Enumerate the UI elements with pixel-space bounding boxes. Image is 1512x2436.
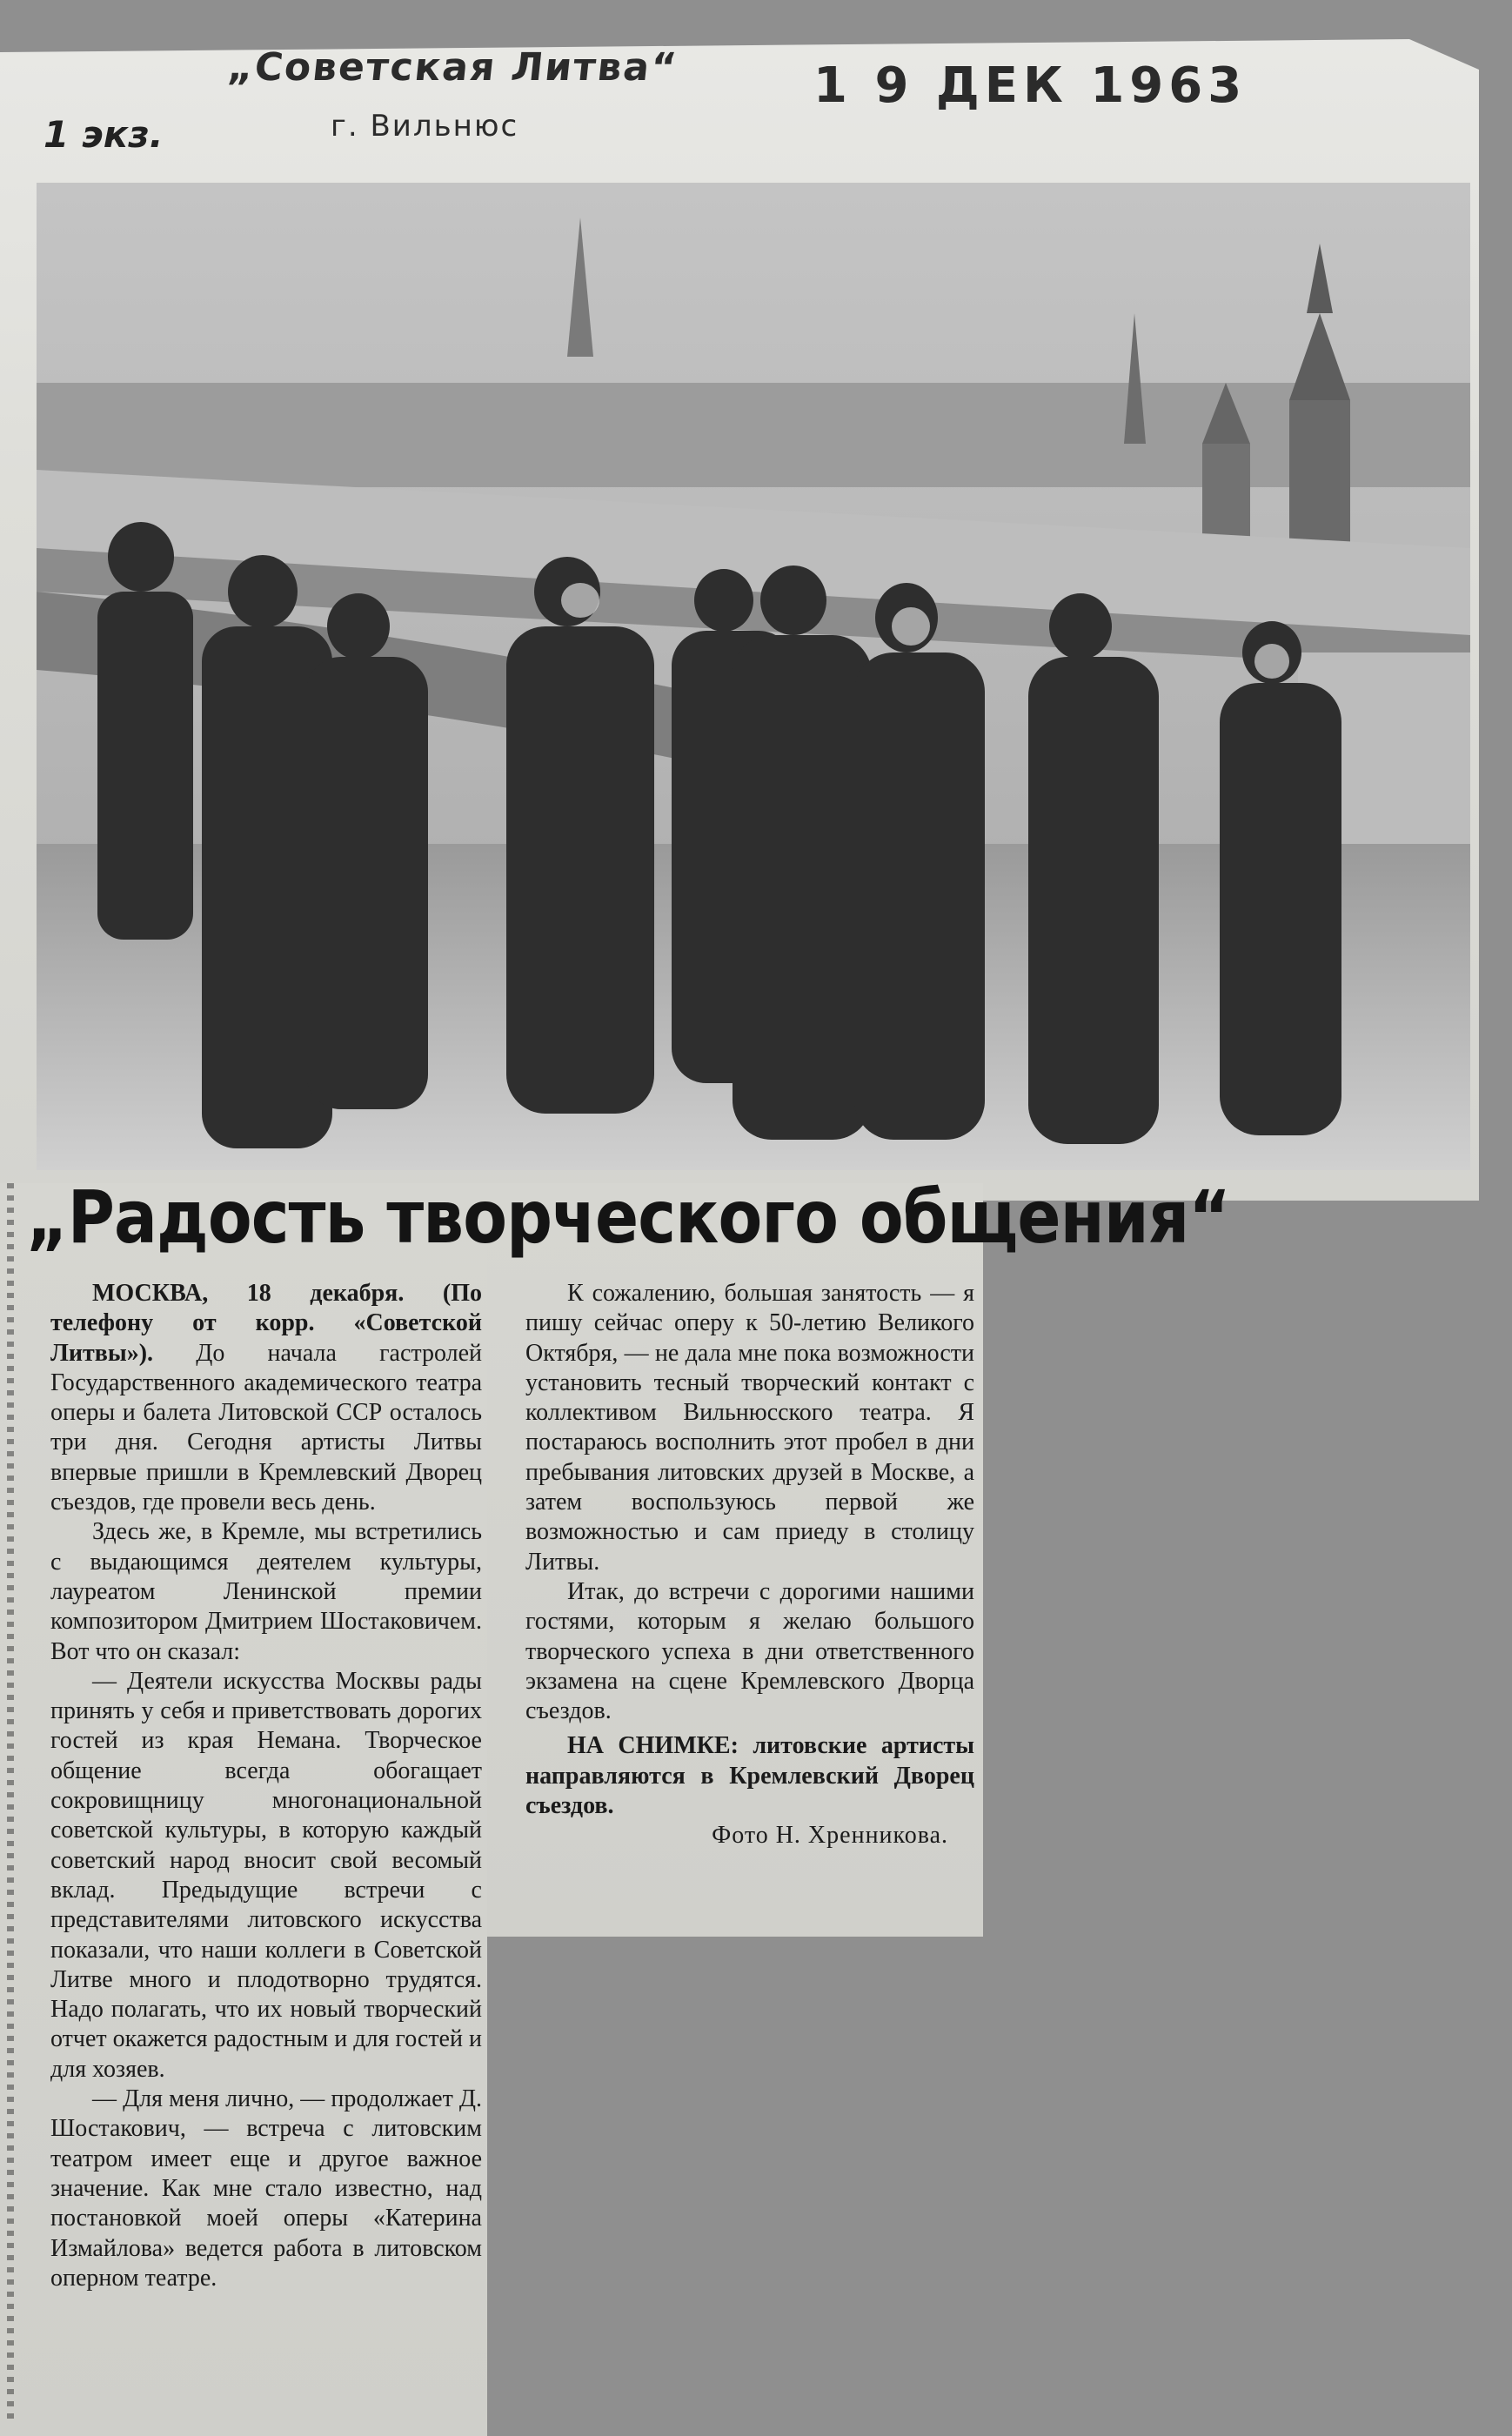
article-right-column	[525, 1279, 974, 1851]
article-paragraph: К сожалению, большая занятость — я пишу сейчас оперу к 50-летию Великого Октября, — не дала мне пока возможности установить тесный творческий контакт с коллективом Вильнюсского театра. Я постараюсь восполнить этот пробел в дни пребывания литовских друзей в Москве, а затем воспользуюсь первой же возможностью и сам приеду в столицу Литвы.	[525, 1280, 974, 1576]
article-left-column	[50, 1279, 482, 2293]
article-paragraph: Итак, до встречи с дорогими нашими гостями, которым я желаю большого творческого успеха в дни ответственного экзамена на сцене Кремлевского Дворца съездов.	[525, 1577, 974, 1725]
article-paragraph: — Для меня лично, — продолжает Д. Шостакович, — встреча с литовским театром имеет еще и другое важное значение. Как мне стало известно, над постановкой моей оперы «Катерина Измайлова» ведется работа в литовском оперном театре.	[50, 2085, 482, 2292]
news-photo	[37, 183, 1470, 1170]
article-paragraph	[50, 1279, 482, 1517]
newspaper-stamp: „Советская Литва“	[225, 45, 680, 90]
article-paragraph: Здесь же, в Кремле, мы встретились с выдающимся деятелем культуры, лауреатом Ленинской премии композитором Дмитрием Шостаковичем. Вот что он сказал:	[50, 1518, 482, 1665]
cut-edge	[7, 1183, 14, 2419]
city-stamp: г. Вильнюс	[331, 109, 519, 144]
caption-label: НА СНИМКЕ:	[567, 1732, 739, 1760]
photo-kremlin-walk	[37, 183, 1470, 1170]
caption-text: литовские артисты направляются в Кремлевский Дворец съездов.	[525, 1732, 975, 1820]
headline: „Радость творческого общения“	[26, 1174, 1231, 1260]
photo-credit: Фото Н. Хренникова.	[712, 1822, 948, 1850]
photo-caption	[525, 1731, 974, 1821]
dateline: МОСКВА, 18 декабря. (По телефону от корр. «Советской Литвы»).	[50, 1280, 482, 1367]
article-paragraph: — Деятели искусства Москвы рады принять у себя и приветствовать дорогих гостей из края Немана. Творческое общение всегда обогащает сокровищницу многонациональной советской культуры, в которую каждый советский народ вносит свой весомый вклад. Предыдущие встречи с представителями литовского искусства показали, что наши коллеги в Советской Литве много и плодотворно трудятся. Надо полагать, что их новый творческий отчет окажется радостным и для гостей и для хозяев.	[50, 1667, 482, 2083]
date-stamp: 1 9 ДЕК 1963	[813, 57, 1248, 114]
paragraph-text: До начала гастролей Государственного академического театра оперы и балета Литовской ССР осталось три дня. Сегодня артисты Литвы впервые пришли в Кремлевский Дворец съездов, где провели весь день.	[50, 1339, 483, 1516]
copies-note: 1 экз.	[43, 113, 164, 156]
